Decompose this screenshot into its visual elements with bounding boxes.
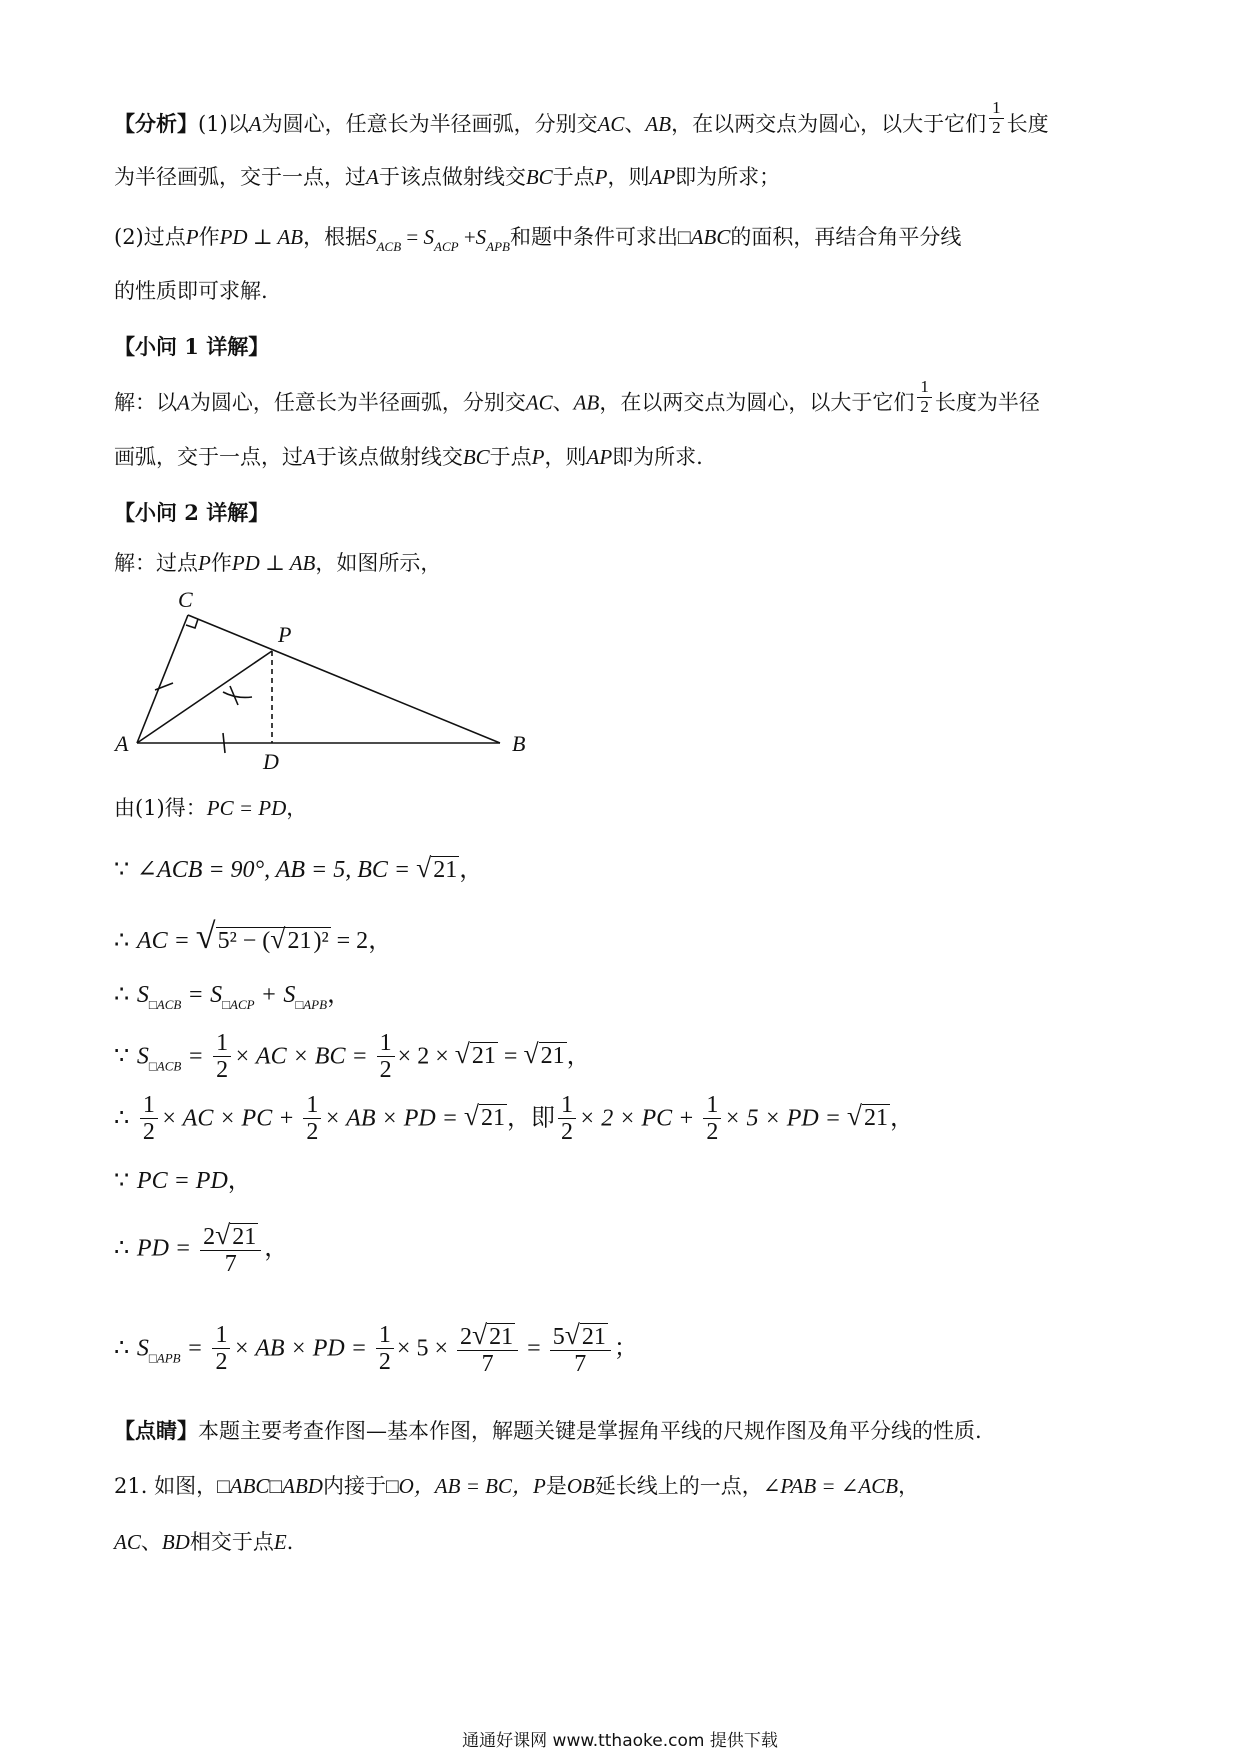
step-8: ∴ PD = $\frac{2√21}{7}$ ， xyxy=(114,1219,289,1278)
analysis-line-3: (2)过点P作PD ⊥ AB，根据$S_{ACB} = S_{ACP} +S_{APB}$和题中条件可求出□ABC的面积，再结合角平分线 xyxy=(114,225,962,254)
segment-AC xyxy=(137,615,188,743)
step-9: ∴ $S_{□APB}$ = $\frac{1}{2}$ × AB × PD = $\frac{1}{2}$ × 5 × $\frac{2√21}{7}$ = $\frac{5√21}{7}$ ； xyxy=(114,1319,638,1378)
analysis-tag: 【分析】 xyxy=(114,111,198,136)
step-2: ∵ ∠ACB = 90°, AB = 5, BC = √21， xyxy=(114,852,484,883)
step-4: ∴ $S_{□ACB} = S_{□ACP} + S_{□APB}$， xyxy=(114,980,352,1012)
comment-line: 【点睛】本题主要考查作图—基本作图，解题关键是掌握角平线的尺规作图及角平分线的性质. xyxy=(114,1418,982,1443)
step-1: 由(1)得：PC = PD， xyxy=(114,796,308,820)
label-B: B xyxy=(512,731,526,756)
q21-line-1: 21. 如图，□ABC□ABD内接于□O，AB = BC，P是OB延长线上的一点，∠PAB = ∠ACB， xyxy=(114,1474,920,1498)
q2-line-1: 解：过点P作PD ⊥ AB，如图所示， xyxy=(114,551,442,575)
arc-cross-mark xyxy=(223,692,252,697)
step-5: ∵ $S_{□ACB}$ = $\frac{1}{2}$ × AC × BC = $\frac{1}{2}$ × 2 × √21 = √21， xyxy=(114,1030,591,1084)
step-6: ∴ $\frac{1}{2}$ × AC × PC + $\frac{1}{2}$ × AB × PD = √21，即 $\frac{1}{2}$ × 2 × PC + $\frac{1}{2}$ × 5 × PD = √21， xyxy=(114,1092,915,1146)
label-C: C xyxy=(178,587,193,612)
q1-line-1: 解：以A为圆心，任意长为半径画弧，分别交AC、AB，在以两交点为圆心，以大于它们 $\frac{1}{2}$ 长度为半径 xyxy=(114,377,1040,416)
step-7: ∵ PC = PD， xyxy=(114,1166,252,1194)
segment-CB xyxy=(188,615,500,743)
analysis-line-1: 【分析】(1)以A为圆心，任意长为半径画弧，分别交AC、AB，在以两交点为圆心，以大于它们 $\frac{1}{2}$ 长度 xyxy=(114,98,1049,137)
footer-text: 通通好课网 www.tthaoke.com 提供下载 xyxy=(462,1731,778,1751)
analysis-line-2: 为半径画弧，交于一点，过A于该点做射线交BC于点P，则AP即为所求； xyxy=(114,165,781,189)
step-3: ∴ AC = √5² − (√21)² = 2， xyxy=(114,916,393,956)
analysis-line-4: 的性质即可求解. xyxy=(114,279,268,303)
tick-AC xyxy=(155,683,173,690)
q1-line-2: 画弧，交于一点，过A于该点做射线交BC于点P，则AP即为所求. xyxy=(114,445,703,469)
q2-title: 【小问 2 详解】 xyxy=(114,500,270,525)
tick-AB xyxy=(223,733,225,753)
label-A: A xyxy=(115,731,129,756)
q21-line-2: AC、BD相交于点E. xyxy=(114,1530,294,1554)
fraction-half: $\frac{1}{2}$ xyxy=(989,99,1004,137)
q1-title: 【小问 1 详解】 xyxy=(114,334,270,359)
triangle-figure xyxy=(110,585,550,775)
fraction-half: $\frac{1}{2}$ xyxy=(917,378,932,416)
label-D: D xyxy=(263,749,279,774)
label-P: P xyxy=(278,622,292,647)
right-angle-mark xyxy=(186,619,198,628)
